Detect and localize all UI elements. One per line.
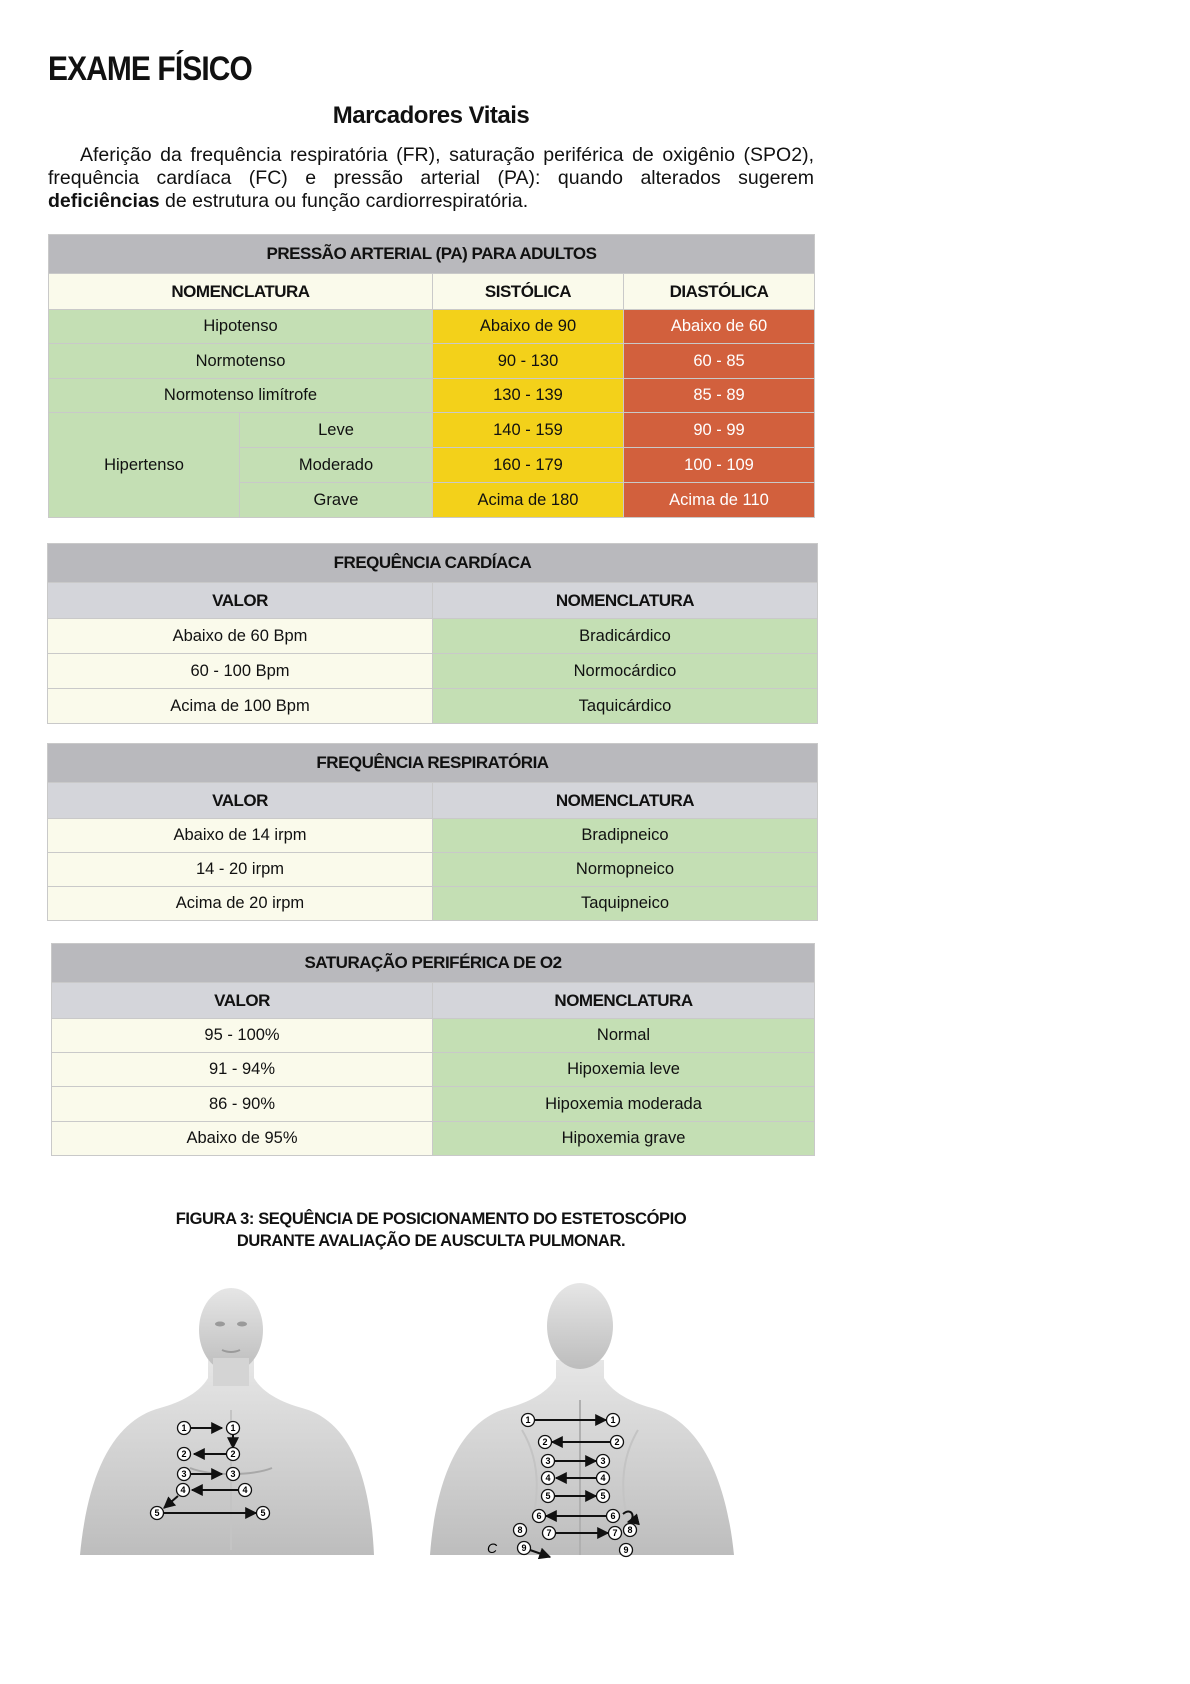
pa-cell-diastolica: 100 - 109 — [624, 448, 815, 483]
table-row — [49, 310, 815, 344]
table-row — [49, 344, 815, 379]
figure-caption-line-2: DURANTE AVALIAÇÃO DE AUSCULTA PULMONAR. — [236, 1232, 626, 1250]
auscultation-figure — [70, 1270, 750, 1560]
spo2-header-nomenclatura: NOMENCLATURA — [433, 983, 815, 1019]
front-marker-label: 4 — [242, 1485, 248, 1495]
fr-table-title: FREQUÊNCIA RESPIRATÓRIA — [48, 744, 818, 783]
intro-text: Aferição da frequência respiratória (FR), saturação periférica de oxigênio (SPO2), frequência cardíaca (FC) e pressão arterial (PA): quando alterados sugerem — [48, 144, 814, 189]
fr-cell-nomenclatura: Taquipneico — [433, 887, 818, 921]
fc-cell-valor: 60 - 100 Bpm — [48, 654, 433, 689]
table-row — [48, 619, 818, 654]
fc-header-valor: VALOR — [48, 583, 433, 619]
front-marker-label: 2 — [181, 1449, 187, 1459]
section-title: Marcadores Vitais — [332, 102, 530, 129]
back-marker-label: 9 — [623, 1545, 629, 1555]
table-row — [48, 689, 818, 724]
pa-cell-hipertenso: Hipertenso — [49, 413, 240, 518]
spo2-cell-valor: 86 - 90% — [52, 1087, 433, 1122]
pa-cell-grau: Grave — [240, 483, 433, 518]
back-side-letter: C — [486, 1540, 498, 1556]
fc-table — [47, 543, 818, 724]
pa-cell-nomenclatura: Normotenso limítrofe — [49, 379, 433, 413]
fr-table — [47, 743, 818, 921]
front-marker-label: 4 — [180, 1485, 186, 1495]
spo2-cell-nomenclatura: Hipoxemia grave — [433, 1122, 815, 1156]
front-torso-illustration — [80, 1288, 374, 1555]
back-marker-label: 8 — [517, 1525, 523, 1535]
back-marker-label: 3 — [600, 1456, 606, 1466]
pa-table-title: PRESSÃO ARTERIAL (PA) PARA ADULTOS — [49, 235, 815, 274]
fr-cell-nomenclatura: Bradipneico — [433, 819, 818, 853]
back-marker-label: 2 — [542, 1437, 548, 1447]
back-marker-label: 9 — [521, 1543, 527, 1553]
table-row — [52, 1087, 815, 1122]
front-marker-label: 5 — [260, 1508, 266, 1518]
spo2-cell-valor: 95 - 100% — [52, 1019, 433, 1053]
fr-cell-valor: Abaixo de 14 irpm — [48, 819, 433, 853]
table-row — [52, 1019, 815, 1053]
intro-text-end: de estrutura ou função cardiorrespiratória. — [159, 190, 529, 212]
back-marker-label: 4 — [600, 1473, 606, 1483]
fr-cell-valor: Acima de 20 irpm — [48, 887, 433, 921]
table-row — [49, 379, 815, 413]
pa-cell-grau: Leve — [240, 413, 433, 448]
table-row — [48, 853, 818, 887]
pa-cell-sistolica: Acima de 180 — [433, 483, 624, 518]
pa-cell-grau: Moderado — [240, 448, 433, 483]
pa-cell-nomenclatura: Hipotenso — [49, 310, 433, 344]
pa-cell-diastolica: 90 - 99 — [624, 413, 815, 448]
spo2-cell-nomenclatura: Hipoxemia moderada — [433, 1087, 815, 1122]
back-marker-label: 3 — [545, 1456, 551, 1466]
pa-cell-sistolica: 140 - 159 — [433, 413, 624, 448]
fr-header-nomenclatura: NOMENCLATURA — [433, 783, 818, 819]
spo2-table-title: SATURAÇÃO PERIFÉRICA DE O2 — [52, 944, 815, 983]
back-marker-label: 6 — [536, 1511, 542, 1521]
back-marker-label: 5 — [600, 1491, 606, 1501]
fc-cell-nomenclatura: Bradicárdico — [433, 619, 818, 654]
spo2-cell-valor: 91 - 94% — [52, 1053, 433, 1087]
spo2-header-valor: VALOR — [52, 983, 433, 1019]
front-marker-label: 2 — [230, 1449, 236, 1459]
pa-cell-diastolica: Abaixo de 60 — [624, 310, 815, 344]
back-marker-label: 2 — [614, 1437, 620, 1447]
back-marker-label: 7 — [546, 1528, 552, 1538]
front-marker-label: 5 — [154, 1508, 160, 1518]
back-marker-label: 8 — [627, 1525, 633, 1535]
back-marker-label: 5 — [545, 1491, 551, 1501]
table-row — [48, 887, 818, 921]
back-marker-label: 4 — [545, 1473, 551, 1483]
spo2-cell-valor: Abaixo de 95% — [52, 1122, 433, 1156]
fc-header-nomenclatura: NOMENCLATURA — [433, 583, 818, 619]
pa-cell-sistolica: 90 - 130 — [433, 344, 624, 379]
fc-cell-valor: Abaixo de 60 Bpm — [48, 619, 433, 654]
intro-bold-text: deficiências — [48, 190, 160, 212]
pa-header-sistolica: SISTÓLICA — [433, 274, 624, 310]
fc-cell-valor: Acima de 100 Bpm — [48, 689, 433, 724]
back-marker-label: 1 — [525, 1415, 531, 1425]
table-row — [48, 819, 818, 853]
table-row — [52, 1122, 815, 1156]
spo2-table — [51, 943, 815, 1156]
table-row — [52, 1053, 815, 1087]
front-marker-label: 1 — [181, 1423, 187, 1433]
spo2-cell-nomenclatura: Normal — [433, 1019, 815, 1053]
pa-cell-sistolica: Abaixo de 90 — [433, 310, 624, 344]
pa-cell-diastolica: Acima de 110 — [624, 483, 815, 518]
fc-cell-nomenclatura: Taquicárdico — [433, 689, 818, 724]
pa-cell-diastolica: 85 - 89 — [624, 379, 815, 413]
pa-cell-sistolica: 160 - 179 — [433, 448, 624, 483]
intro-paragraph — [48, 144, 814, 213]
fc-table-title: FREQUÊNCIA CARDÍACA — [48, 544, 818, 583]
pa-cell-sistolica: 130 - 139 — [433, 379, 624, 413]
front-marker-label: 3 — [181, 1469, 187, 1479]
figure-caption — [48, 1208, 814, 1252]
table-row — [48, 654, 818, 689]
back-marker-label: 6 — [610, 1511, 616, 1521]
page-title: EXAME FÍSICO — [48, 50, 252, 88]
spo2-cell-nomenclatura: Hipoxemia leve — [433, 1053, 815, 1087]
table-row — [49, 413, 815, 448]
pa-header-diastolica: DIASTÓLICA — [624, 274, 815, 310]
pa-cell-diastolica: 60 - 85 — [624, 344, 815, 379]
back-marker-label: 1 — [610, 1415, 616, 1425]
fr-header-valor: VALOR — [48, 783, 433, 819]
fr-cell-nomenclatura: Normopneico — [433, 853, 818, 887]
fc-cell-nomenclatura: Normocárdico — [433, 654, 818, 689]
front-marker-label: 3 — [230, 1469, 236, 1479]
fr-cell-valor: 14 - 20 irpm — [48, 853, 433, 887]
pa-table — [48, 234, 815, 518]
pa-cell-nomenclatura: Normotenso — [49, 344, 433, 379]
pa-header-nomenclatura: NOMENCLATURA — [49, 274, 433, 310]
figure-caption-line-1: FIGURA 3: SEQUÊNCIA DE POSICIONAMENTO DO ESTETOSCÓPIO — [175, 1210, 687, 1228]
front-marker-label: 1 — [230, 1423, 236, 1433]
back-marker-label: 7 — [612, 1528, 618, 1538]
